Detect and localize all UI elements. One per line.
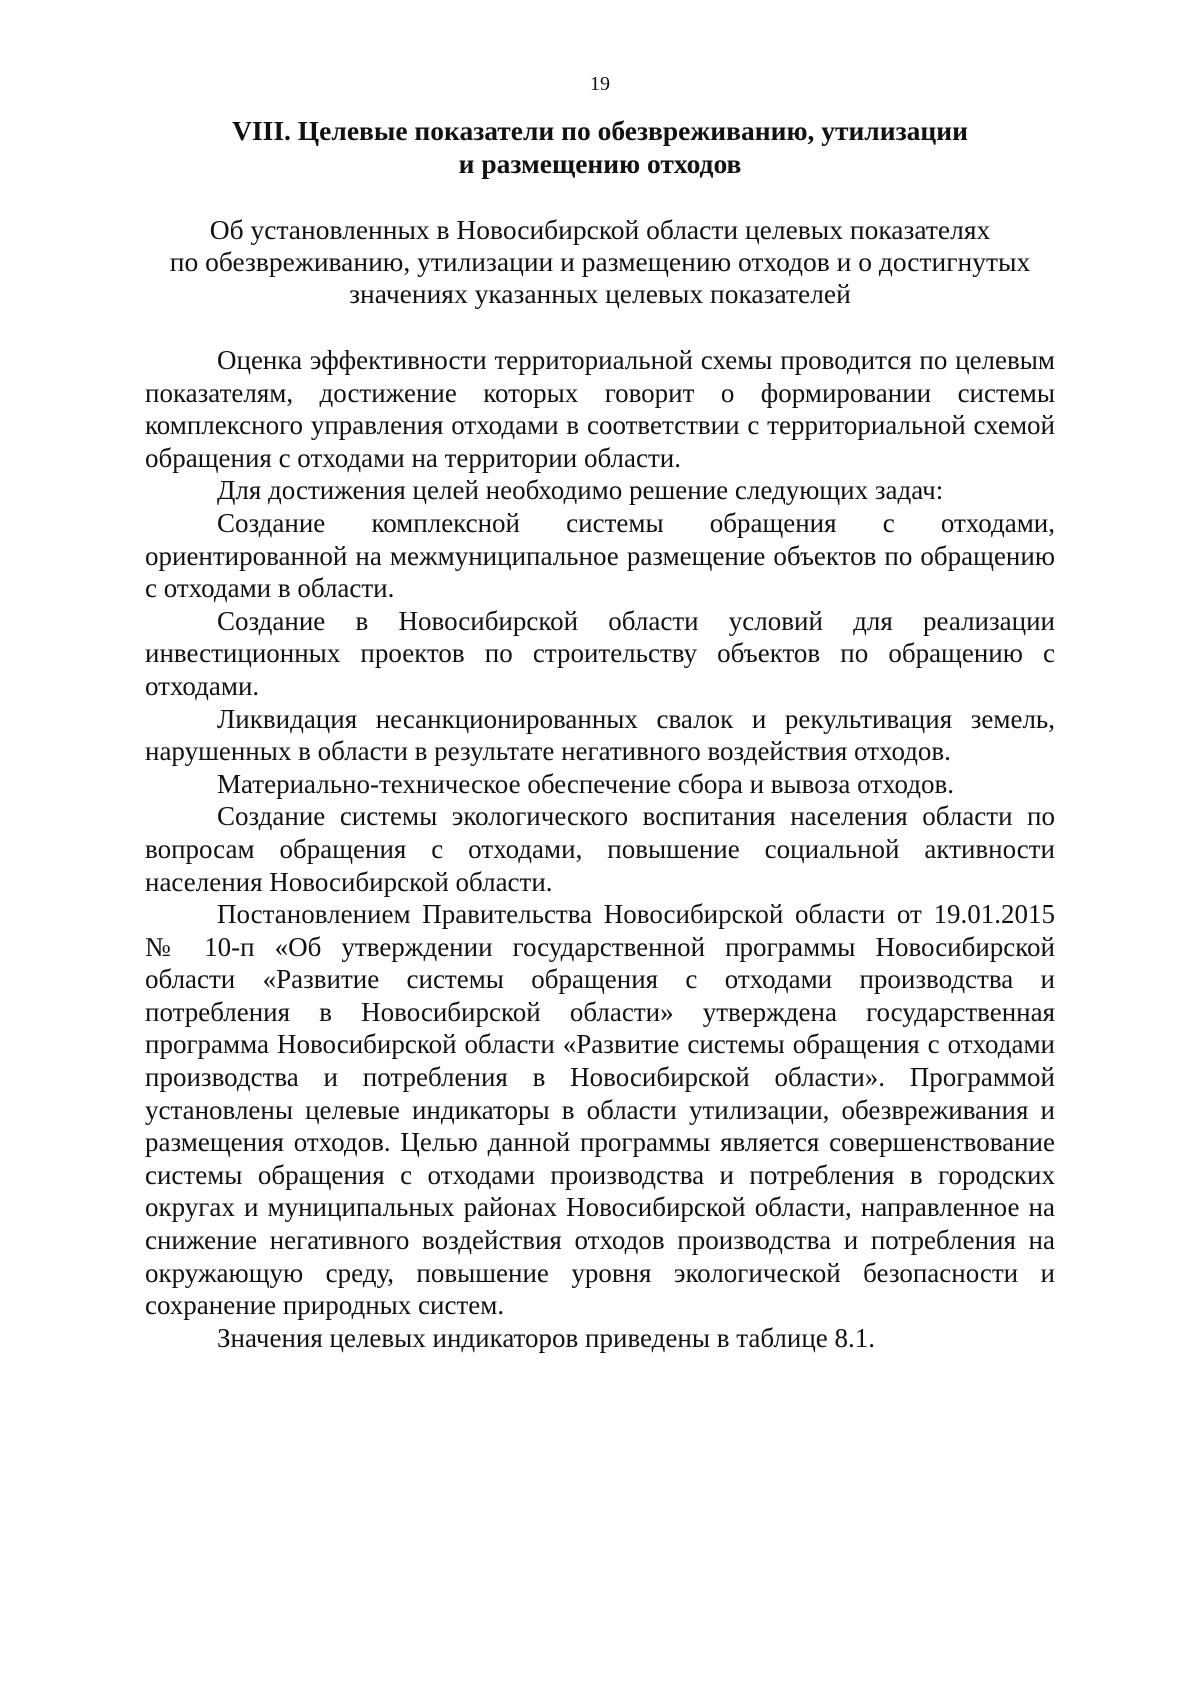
section-subheading-line-3: значениях указанных целевых показателей [349,278,851,309]
section-subheading-line-1: Об установленных в Новосибирской области целевых показателях [209,214,991,245]
paragraph-task-education: Создание системы экологического воспитания населения области по вопросам обращения с отходами, повышение социальной активности населения Новосибирской области. [145,801,1055,897]
section-subheading [145,214,1055,310]
paragraph-task-system: Создание комплексной системы обращения с отходами, ориентированной на межмуниципальное размещение объектов по обращению с отходами в области. [145,507,1055,604]
paragraph-task-investment: Создание в Новосибирской области условий для реализации инвестиционных проектов по строительству объектов по обращению с отходами. [145,605,1055,701]
paragraph-evaluation: Оценка эффективности территориальной схемы проводится по целевым показателям, достижение которых говорит о формировании системы комплексного управления отходами в соответствии с территориальной схемой обращения с отходами на территории области. [145,345,1055,473]
section-subheading-line-2: по обезвреживанию, утилизации и размещению отходов и о достигнутых [169,246,1031,277]
section-heading-line-2: и размещению отходов [458,148,742,179]
section-heading [145,114,1055,180]
paragraph-task-landfills: Ликвидация несанкционированных свалок и рекультивация земель, нарушенных в области в результате негативного воздействия отходов. [145,703,1055,767]
page-number: 19 [590,73,610,95]
body-text [145,344,1055,1354]
paragraph-tasks-intro: Для достижения целей необходимо решение следующих задач: [217,475,944,506]
paragraph-table-reference: Значения целевых индикаторов приведены в таблице 8.1. [217,1322,876,1353]
paragraph-task-logistics: Материально-техническое обеспечение сбора и вывоза отходов. [217,768,955,799]
section-heading-line-1: VIII. Целевые показатели по обезвреживанию, утилизации [232,115,968,146]
paragraph-government-program: Постановлением Правительства Новосибирской области от 19.01.2015 № 10-п «Об утверждении государственной программы Новосибирской области «Развитие системы обращения с отходами производства и потребления в Новосибирской области» утверждена государственная программа Новосибирской области «Развитие системы обращения с отходами производства и потребления в Новосибирской области». Программой установлены целевые индикаторы в области утилизации, обезвреживания и размещения отходов. Целью данной программы является совершенствование системы обращения с отходами производства и потребления в городских округах и муниципальных районах Новосибирской области, направленное на снижение негативного воздействия отходов производства и потребления на окружающую среду, повышение уровня экологической безопасности и сохранение природных систем. [145,899,1055,1321]
